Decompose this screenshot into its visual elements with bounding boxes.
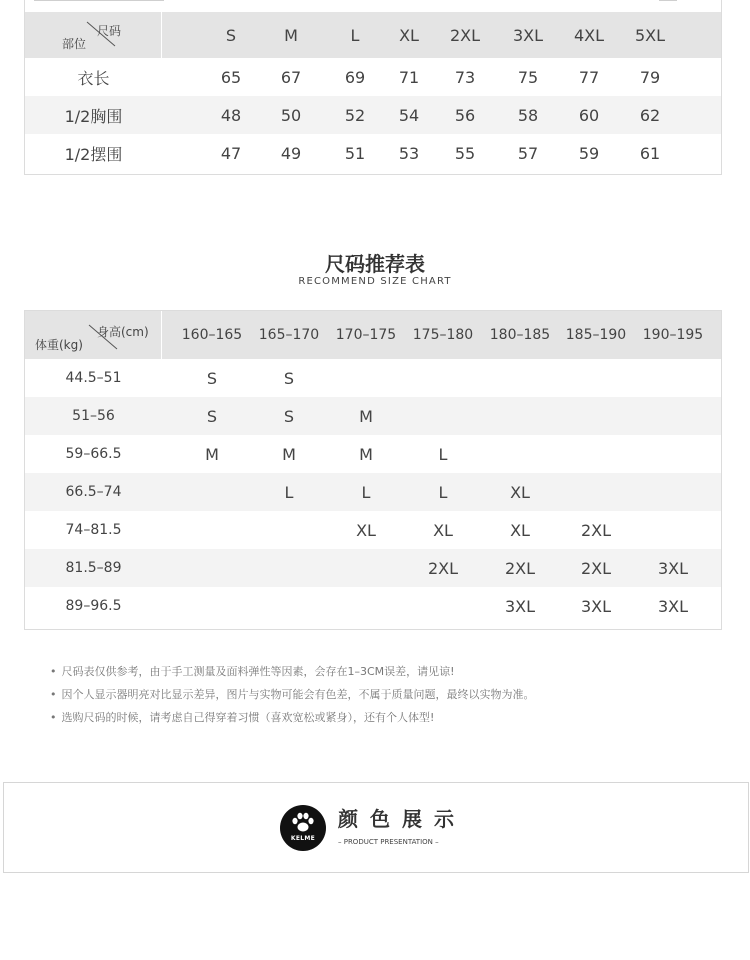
height-header: 180–185 bbox=[489, 327, 551, 343]
size-cell bbox=[561, 359, 631, 397]
row-label: 74–81.5 bbox=[65, 522, 122, 538]
table-row bbox=[25, 134, 721, 172]
size-cell bbox=[254, 549, 324, 587]
size-cell: XL bbox=[356, 520, 376, 540]
size-cell bbox=[485, 397, 555, 435]
size-header: 4XL bbox=[573, 25, 605, 45]
row-label: 51–56 bbox=[72, 408, 115, 424]
size-cell bbox=[638, 511, 708, 549]
table-row bbox=[25, 549, 721, 587]
size-header: 3XL bbox=[512, 25, 544, 45]
size-cell bbox=[331, 587, 401, 625]
row-label: 衣长 bbox=[77, 68, 110, 88]
size-cell: L bbox=[438, 482, 448, 502]
size-cell: 2XL bbox=[427, 558, 459, 578]
size-cell bbox=[177, 473, 247, 511]
measure-cell: 50 bbox=[280, 105, 302, 125]
size-header: L bbox=[350, 25, 360, 45]
size-cell bbox=[638, 473, 708, 511]
measure-cell: 56 bbox=[454, 105, 476, 125]
size-cell bbox=[254, 511, 324, 549]
size-cell: 2XL bbox=[580, 520, 612, 540]
measure-cell: 47 bbox=[220, 143, 242, 163]
size-cell bbox=[331, 359, 401, 397]
height-header: 185–190 bbox=[565, 327, 627, 343]
presentation-subtitle: – PRODUCT PRESENTATION – bbox=[338, 838, 439, 846]
height-header: 175–180 bbox=[412, 327, 474, 343]
row-label: 1/2胸围 bbox=[64, 106, 123, 126]
size-cell: M bbox=[205, 444, 219, 464]
table-row bbox=[25, 511, 721, 549]
measure-cell: 77 bbox=[578, 67, 600, 87]
size-recommend-table bbox=[24, 310, 722, 630]
size-cell: 3XL bbox=[580, 596, 612, 616]
size-header: M bbox=[284, 25, 298, 45]
size-cell bbox=[561, 473, 631, 511]
size-cell bbox=[561, 435, 631, 473]
note-item: • 尺码表仅供参考，由于手工测量及面料弹性等因素，会存在1–3CM误差，请见谅! bbox=[50, 665, 455, 678]
measure-cell: 79 bbox=[639, 67, 661, 87]
size-header: XL bbox=[399, 25, 419, 45]
size-cell: S bbox=[206, 406, 218, 426]
size-cell: 2XL bbox=[504, 558, 536, 578]
table-row bbox=[25, 587, 721, 625]
recommend-table-header bbox=[25, 311, 721, 359]
size-header: 2XL bbox=[449, 25, 481, 45]
note-item: • 选购尺码的时候，请考虑自己得穿着习惯（喜欢宽松或紧身），还有个人体型! bbox=[50, 711, 435, 724]
size-cell bbox=[177, 549, 247, 587]
table-row bbox=[25, 397, 721, 435]
measure-cell: 71 bbox=[398, 67, 420, 87]
size-cell: 2XL bbox=[580, 558, 612, 578]
table-row bbox=[25, 435, 721, 473]
note-item: • 因个人显示器明亮对比显示差异，图片与实物可能会有色差，不属于质量问题，最终以实物为准。 bbox=[50, 688, 535, 701]
size-cell bbox=[177, 511, 247, 549]
size-header: S bbox=[225, 25, 237, 45]
recommend-corner-cell bbox=[25, 311, 162, 359]
corner-height-label: 身高(cm) bbox=[97, 325, 149, 339]
table-row bbox=[25, 359, 721, 397]
size-cell bbox=[638, 397, 708, 435]
recommend-title: 尺码推荐表 bbox=[325, 252, 425, 276]
note-text: 因个人显示器明亮对比显示差异，图片与实物可能会有色差，不属于质量问题，最终以实物为准。 bbox=[61, 688, 535, 701]
measure-cell: 75 bbox=[517, 67, 539, 87]
size-cell bbox=[408, 397, 478, 435]
table-row bbox=[25, 96, 721, 134]
table-row bbox=[25, 58, 721, 96]
product-presentation-banner bbox=[3, 782, 749, 873]
size-cell bbox=[408, 587, 478, 625]
measure-cell: 49 bbox=[280, 143, 302, 163]
size-cell: M bbox=[282, 444, 296, 464]
garment-corner-cell bbox=[25, 12, 162, 58]
kelme-logo bbox=[280, 805, 326, 851]
corner-weight-label: 体重(kg) bbox=[35, 338, 83, 352]
corner-size-label: 尺码 bbox=[97, 24, 122, 38]
row-label: 59–66.5 bbox=[65, 446, 122, 462]
size-cell bbox=[485, 435, 555, 473]
size-cell: XL bbox=[510, 520, 530, 540]
row-label: 44.5–51 bbox=[65, 370, 122, 386]
size-cell: M bbox=[359, 444, 373, 464]
size-cell bbox=[408, 359, 478, 397]
note-text: 选购尺码的时候，请考虑自己得穿着习惯（喜欢宽松或紧身），还有个人体型! bbox=[61, 711, 435, 724]
measure-cell: 69 bbox=[344, 67, 366, 87]
height-header: 165–170 bbox=[258, 327, 320, 343]
size-cell: 3XL bbox=[657, 596, 689, 616]
size-cell: L bbox=[284, 482, 294, 502]
size-cell: M bbox=[359, 406, 373, 426]
size-cell: XL bbox=[510, 482, 530, 502]
height-header: 190–195 bbox=[642, 327, 704, 343]
logo-text: KELME bbox=[290, 835, 316, 842]
measure-cell: 61 bbox=[639, 143, 661, 163]
size-cell bbox=[485, 359, 555, 397]
size-cell: S bbox=[206, 368, 218, 388]
measure-cell: 53 bbox=[398, 143, 420, 163]
measure-cell: 54 bbox=[398, 105, 420, 125]
size-cell bbox=[638, 359, 708, 397]
presentation-title: 颜色展示 bbox=[338, 807, 466, 831]
measure-cell: 48 bbox=[220, 105, 242, 125]
corner-part-label: 部位 bbox=[62, 37, 87, 51]
size-cell bbox=[638, 435, 708, 473]
paw-icon bbox=[290, 811, 316, 835]
measure-cell: 67 bbox=[280, 67, 302, 87]
garment-table-header bbox=[25, 12, 721, 58]
size-header: 5XL bbox=[634, 25, 666, 45]
size-cell: XL bbox=[433, 520, 453, 540]
garment-size-table bbox=[24, 0, 722, 175]
size-cell bbox=[331, 549, 401, 587]
size-cell: L bbox=[361, 482, 371, 502]
table-row bbox=[25, 473, 721, 511]
measure-cell: 59 bbox=[578, 143, 600, 163]
measure-cell: 62 bbox=[639, 105, 661, 125]
size-cell: 3XL bbox=[657, 558, 689, 578]
measure-cell: 52 bbox=[344, 105, 366, 125]
measure-cell: 55 bbox=[454, 143, 476, 163]
measure-cell: 57 bbox=[517, 143, 539, 163]
size-cell bbox=[254, 587, 324, 625]
height-header: 160–165 bbox=[181, 327, 243, 343]
size-notes bbox=[50, 660, 535, 729]
size-cell: 3XL bbox=[504, 596, 536, 616]
row-label: 81.5–89 bbox=[65, 560, 122, 576]
measure-cell: 73 bbox=[454, 67, 476, 87]
measure-cell: 58 bbox=[517, 105, 539, 125]
recommend-subtitle: RECOMMEND SIZE CHART bbox=[298, 276, 452, 287]
measure-cell: 51 bbox=[344, 143, 366, 163]
diagonal-divider bbox=[25, 12, 162, 58]
size-cell: S bbox=[283, 406, 295, 426]
row-label: 66.5–74 bbox=[65, 484, 122, 500]
row-label: 89–96.5 bbox=[65, 598, 122, 614]
size-cell bbox=[561, 397, 631, 435]
size-cell: S bbox=[283, 368, 295, 388]
note-text: 尺码表仅供参考，由于手工测量及面料弹性等因素，会存在1–3CM误差，请见谅! bbox=[61, 665, 455, 678]
height-header: 170–175 bbox=[335, 327, 397, 343]
measure-cell: 65 bbox=[220, 67, 242, 87]
measure-cell: 60 bbox=[578, 105, 600, 125]
row-label: 1/2摆围 bbox=[64, 144, 123, 164]
size-cell: L bbox=[438, 444, 448, 464]
size-cell bbox=[177, 587, 247, 625]
